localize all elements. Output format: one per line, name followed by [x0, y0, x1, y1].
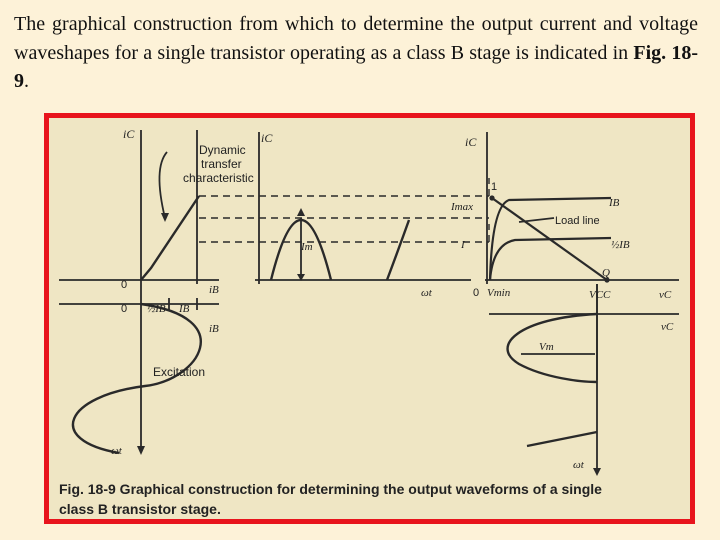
- label-vm: Vm: [539, 341, 554, 353]
- label-point-q: Q: [602, 267, 610, 279]
- label-dynamic-2: transfer: [201, 157, 242, 171]
- figure-paper: [49, 118, 690, 519]
- label-ib-axis: iB: [209, 284, 219, 296]
- point-1: [489, 195, 494, 200]
- label-dynamic-1: Dynamic: [199, 143, 246, 157]
- label-wt-left: ωt: [111, 445, 122, 457]
- intro-paragraph: [14, 10, 698, 96]
- label-imax: Imax: [451, 201, 473, 213]
- label-im: Im: [301, 241, 313, 253]
- label-i-bias: I: [461, 239, 465, 251]
- label-ib-lower-axis: iB: [209, 323, 219, 335]
- label-half-ib-tick: ½IB: [147, 303, 166, 315]
- figure-caption-line1: Fig. 18-9 Graphical construction for determining the output waveforms of a single: [59, 481, 602, 497]
- intro-end: .: [24, 70, 29, 92]
- label-ic-left: iC: [123, 127, 135, 141]
- figure-18-9: [44, 113, 695, 524]
- label-zero-right: 0: [473, 287, 480, 299]
- label-ic-right: iC: [465, 135, 477, 149]
- figure-reference: Fig. 18-9: [14, 41, 698, 92]
- label-half-ib-curve: ½IB: [611, 239, 630, 251]
- label-zero-upper: 0: [121, 279, 128, 291]
- label-load-line: Load line: [555, 215, 600, 227]
- label-point-1: 1: [491, 181, 498, 193]
- figure-caption-line2: class B transistor stage.: [59, 501, 221, 517]
- label-dynamic-3: characteristic: [183, 171, 254, 185]
- label-vc-axis-2: vC: [661, 321, 674, 333]
- intro-text: The graphical construction from which to determine the output current and voltage waveshapes for a single transistor operating as a class B stage is indicated in: [14, 13, 698, 64]
- figure-drawing: [49, 118, 690, 519]
- label-vcc: VCC: [589, 289, 611, 301]
- label-zero-lower: 0: [121, 303, 128, 315]
- label-wt-right: ωt: [573, 459, 584, 471]
- label-excitation: Excitation: [153, 365, 206, 379]
- label-ib-tick: IB: [179, 303, 190, 315]
- label-ib-curve: IB: [609, 197, 620, 209]
- label-vmin: Vmin: [487, 287, 511, 299]
- label-vc-axis-1: vC: [659, 289, 672, 301]
- label-wt-mid: ωt: [421, 287, 432, 299]
- label-ic-mid: iC: [261, 131, 273, 145]
